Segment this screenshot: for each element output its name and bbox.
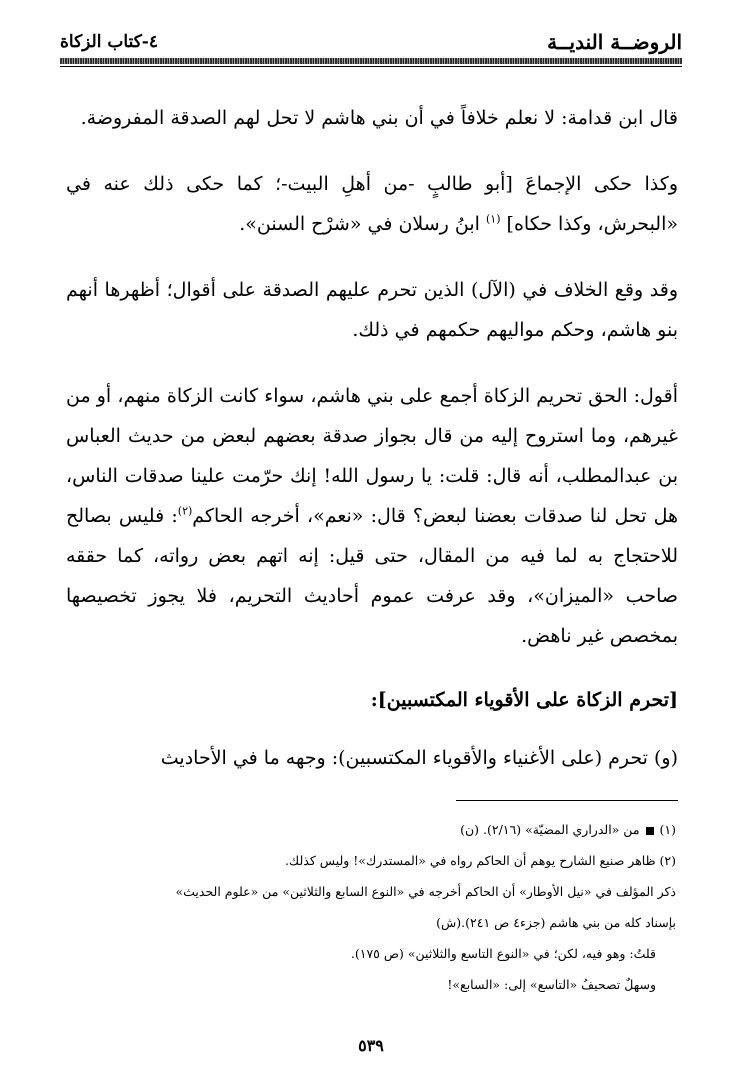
paragraph-2-text-a: وكذا حكى الإجماعَ [أبو طالبٍ -من أهلِ البيت-؛ كما حكى ذلك عنه في «البحرش، وكذا حكاه] <box>66 173 678 235</box>
running-header <box>60 30 682 66</box>
paragraph-1: قال ابن قدامة: لا نعلم خلافاً في أن بني هاشم لا تحل لهم الصدقة المفروضة. <box>80 107 678 129</box>
paragraph-5: (و) تحرم (على الأغنياء والأقوياء المكتسبين): وجهه ما في الأحاديث <box>160 747 678 769</box>
footnote-2: (٢) ظاهر صنيع الشارح يوهم أن الحاكم رواه في «المستدرك»! وليس كذلك. <box>284 853 676 868</box>
header-rule-thin <box>60 66 682 67</box>
chapter-title: ٤-كتاب الزكاة <box>60 32 158 52</box>
footnotes <box>66 814 676 1000</box>
header-rule <box>60 58 682 64</box>
footnote-2-line-5: وسهلٌ تصحيفُ «التاسع» إلى: «السابع»! <box>447 977 656 992</box>
footnote-2-line-3: بإسناد كله من بني هاشم (جزء٤ ص ٢٤١).(ش) <box>436 915 676 930</box>
page-number: ٥٣٩ <box>358 1036 384 1055</box>
paragraph-3: وقد وقع الخلاف في (الآل) الذين تحرم عليهم الصدقة على أقوال؛ أظهرها أنهم بنو هاشم، وحكم مواليهم حكمهم في ذلك. <box>66 279 678 341</box>
book-title: الروضــة النديــة <box>547 30 682 54</box>
section-heading: [تحرم الزكاة على الأقوياء المكتسبين]: <box>370 689 678 711</box>
footnote-ref-2: (٢) <box>177 504 193 518</box>
paragraph-4-text-a: أقول: الحق تحريم الزكاة أجمع على بني هاشم، سواء كانت الزكاة منهم، أو من غيرهم، وما استروح إليه من قال بجواز صدقة بعضهم لبعض من حديث العباس بن عبدالمطلب، أنه قال: قلت: يا رسول الله! إنك حرّمت علينا صدقات الناس، هل تحل لنا صدقات بعضنا لبعض؟ قال: «نعم»، أخرجه الحاكم <box>66 385 678 527</box>
footnote-1-text: من «الدراري المضيّة» (٢/١٦). (ن) <box>460 822 640 837</box>
paragraph-4 <box>66 376 678 656</box>
paragraph-2-text-b: ابنُ رسلان في «شرْح السنن». <box>239 213 480 235</box>
footnote-ref-1: (١) <box>485 212 501 226</box>
footnote-1-number: (١) <box>659 822 676 837</box>
main-text <box>66 98 678 804</box>
footnote-separator <box>456 800 678 801</box>
footnote-1 <box>66 814 676 845</box>
square-icon <box>646 827 654 835</box>
footnote-2-line-2: ذكر المؤلف في «نيل الأوطار» أن الحاكم أخرجه في «النوع السابع والثلاثين» من «علوم الحديث» <box>175 884 676 899</box>
paragraph-4-text-b: : فليس بصالح للاحتجاج به لما فيه من المقال، حتى قيل: إنه اتهم بعض رواته، كما حققه صاحب «الميزان»، وقد عرفت عموم أحاديث التحريم، فلا يجوز تخصيصها بمخصص غير ناهض. <box>66 505 678 647</box>
footnote-2-line-4: قلتُ: وهو فيه، لكن؛ في «النوع التاسع والثلاثين» (ص ١٧٥). <box>350 946 656 961</box>
paragraph-2 <box>66 164 678 244</box>
